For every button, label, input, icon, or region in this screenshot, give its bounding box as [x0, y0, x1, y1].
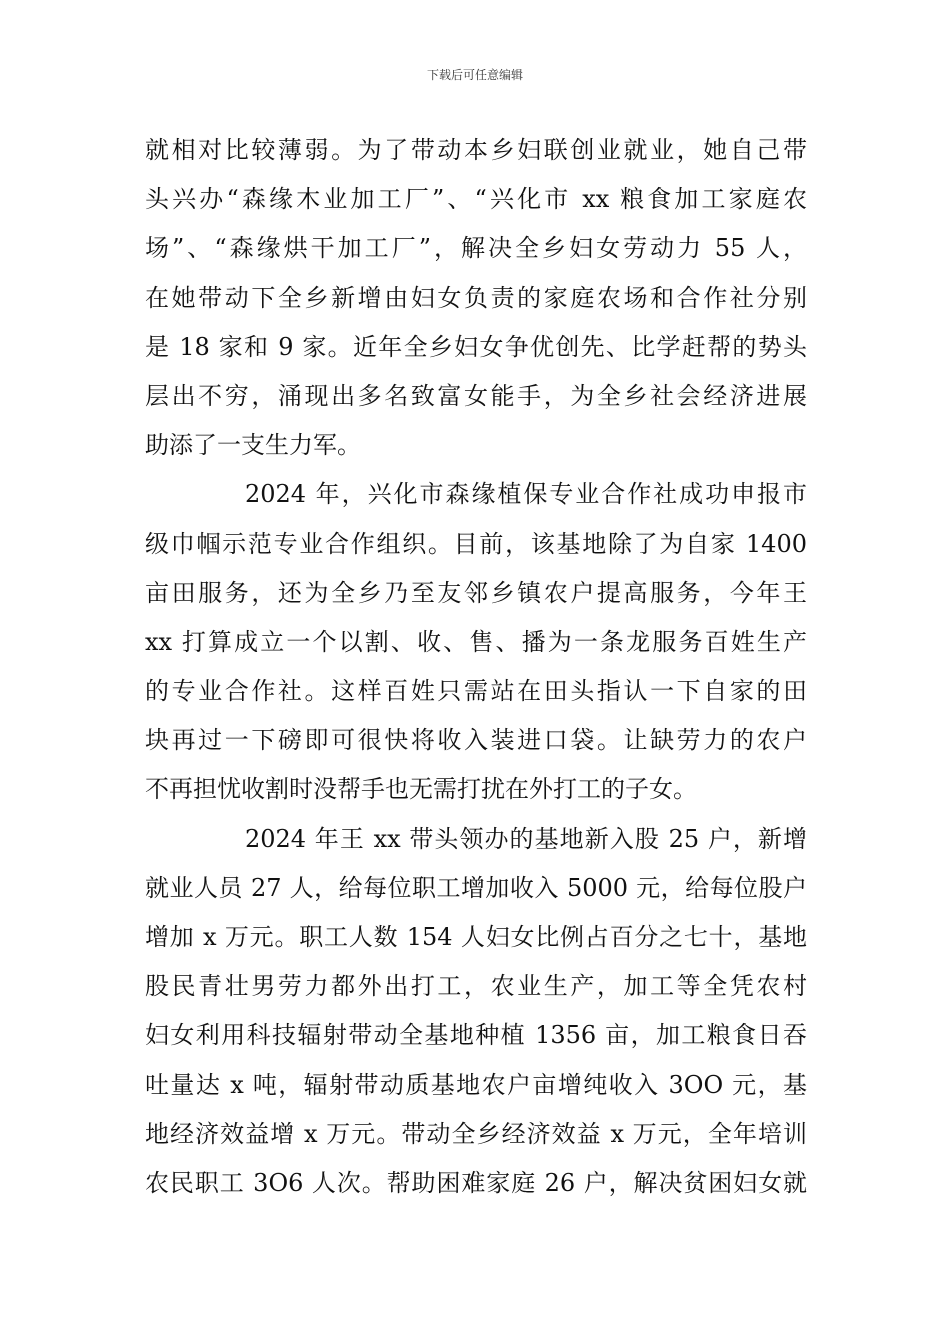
- text-line: 的专业合作社。这样百姓只需站在田头指认一下自家的田: [145, 677, 807, 706]
- page-header: 下载后可任意编辑: [426, 68, 523, 82]
- text-line: 级巾帼示范专业合作组织。目前，该基地除了为自家 1400: [145, 529, 807, 558]
- text-line: 亩田服务，还为全乡乃至友邻乡镇农户提高服务，今年王: [145, 578, 807, 607]
- paragraph-2: [145, 470, 807, 814]
- paragraph-1: [145, 126, 807, 470]
- text-line: 场”、“森缘烘干加工厂”，解决全乡妇女劳动力 55 人，: [145, 234, 807, 263]
- text-line: 吐量达 x 吨，辐射带动质基地农户亩增纯收入 3OO 元，基: [145, 1070, 807, 1099]
- paragraph-3: [145, 815, 807, 1209]
- text-line: 2024 年王 xx 带头领办的基地新入股 25 户，新增: [245, 824, 807, 853]
- text-line: 妇女利用科技辐射带动全基地种植 1356 亩，加工粮食日吞: [145, 1021, 807, 1050]
- text-line: 就业人员 27 人，给每位职工增加收入 5000 元，给每位股户: [145, 873, 807, 902]
- text-line: 增加 x 万元。职工人数 154 人妇女比例占百分之七十，基地: [145, 923, 807, 951]
- text-line: 农民职工 3O6 人次。帮助困难家庭 26 户，解决贫困妇女就: [145, 1168, 807, 1197]
- text-line: 2024 年，兴化市森缘植保专业合作社成功申报市: [245, 480, 807, 509]
- text-line: 就相对比较薄弱。为了带动本乡妇联创业就业，她自己带: [145, 136, 807, 164]
- text-line: 不再担忧收割时没帮手也无需打扰在外打工的子女。: [145, 775, 697, 804]
- text-line: xx 打算成立一个以割、收、售、播为一条龙服务百姓生产: [145, 627, 807, 656]
- text-line: 头兴办“森缘木业加工厂”、“兴化市 xx 粮食加工家庭农: [145, 185, 807, 214]
- text-line: 块再过一下磅即可很快将收入装进口袋。让缺劳力的农户: [145, 726, 807, 755]
- text-line: 是 18 家和 9 家。近年全乡妇女争优创先、比学赶帮的势头: [145, 332, 807, 361]
- document-body: [145, 126, 807, 1208]
- text-line: 在她带动下全乡新增由妇女负责的家庭农场和合作社分别: [145, 283, 807, 312]
- text-line: 层出不穷，涌现出多名致富女能手，为全乡社会经济进展: [145, 381, 807, 410]
- text-line: 股民青壮男劳力都外出打工，农业生产，加工等全凭农村: [145, 972, 807, 1001]
- text-line: 助添了一支生力军。: [145, 431, 361, 460]
- text-line: 地经济效益增 x 万元。带动全乡经济效益 x 万元，全年培训: [145, 1119, 807, 1148]
